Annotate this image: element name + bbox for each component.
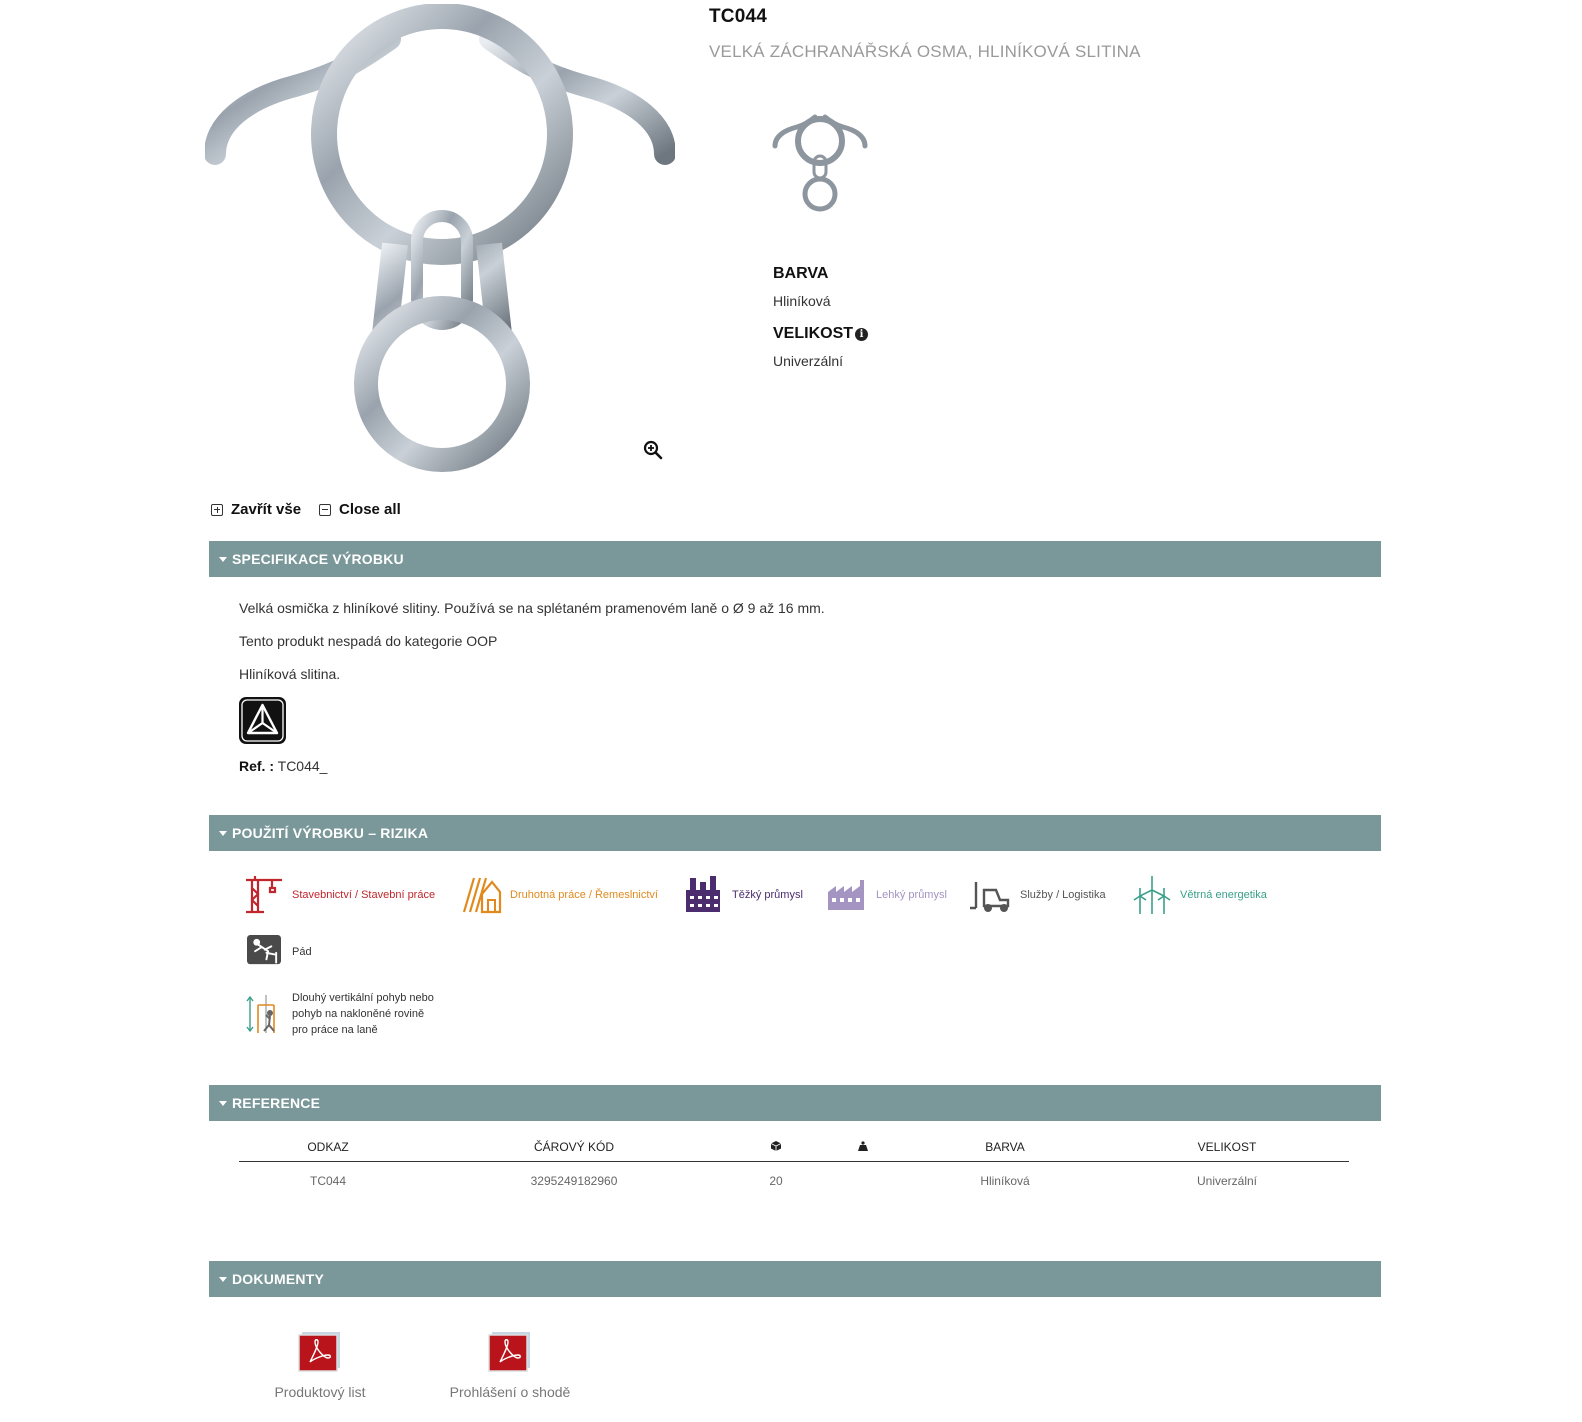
product-main-image[interactable] [205, 4, 675, 472]
col-header-color: BARVA [905, 1133, 1105, 1162]
product-code: TC044 [709, 6, 768, 27]
section-reference-header[interactable] [209, 1085, 1381, 1121]
sector-logistics [970, 874, 1106, 916]
weight-icon [857, 1140, 869, 1152]
aluminium-material-icon [239, 697, 286, 744]
sector-construction [242, 874, 435, 916]
ref-value: TC044_ [277, 758, 328, 774]
section-spec-title: SPECIFIKACE VÝROBKU [232, 551, 404, 567]
caret-down-icon [219, 1277, 227, 1282]
reference-table [239, 1133, 1349, 1200]
fall-icon [244, 935, 284, 969]
ref-line [239, 758, 327, 774]
ref-label: Ref. : [239, 758, 274, 774]
risk-fall [244, 935, 312, 969]
section-usage-header[interactable] [209, 815, 1381, 851]
sector-label: Těžký průmysl [732, 889, 803, 901]
col-header-ref: ODKAZ [239, 1133, 417, 1162]
document-label[interactable]: Prohlášení o shodě [449, 1384, 571, 1400]
size-label: VELIKOST [773, 325, 854, 342]
wind-turbine-icon [1130, 874, 1172, 916]
sector-wind-energy [1130, 874, 1267, 916]
sector-light-industry [826, 874, 947, 916]
caret-down-icon [219, 1101, 227, 1106]
table-row [239, 1162, 1349, 1201]
collapse-icon[interactable] [319, 504, 331, 516]
caret-down-icon [219, 557, 227, 562]
document-label[interactable]: Produktový list [274, 1384, 366, 1400]
sector-label: Služby / Logistika [1020, 889, 1106, 901]
cell-package: 20 [769, 1174, 783, 1188]
sector-heavy-industry [682, 874, 803, 916]
section-documents-title: DOKUMENTY [232, 1271, 325, 1287]
spec-line-1: Velká osmička z hliníkové slitiny. Používá se na splétaném pramenovém laně o Ø 9 až 16 mm. [239, 600, 825, 616]
rope-access-icon [242, 993, 284, 1035]
color-label: BARVA [773, 265, 829, 282]
pdf-icon [488, 1332, 532, 1372]
cell-size: Univerzální [1196, 1174, 1258, 1188]
spec-line-3: Hliníková slitina. [239, 666, 341, 682]
product-thumbnail[interactable] [771, 114, 869, 214]
risk-label: Dlouhý vertikální pohyb nebo pohyb na nakloněné rovině pro práce na laně [292, 992, 434, 1036]
toggle-row [211, 501, 401, 518]
risk-rope-access [242, 990, 442, 1038]
section-usage-title: POUŽITÍ VÝROBKU – RIZIKA [232, 825, 429, 841]
crane-icon [242, 874, 284, 916]
caret-down-icon [219, 831, 227, 836]
cell-weight [821, 1162, 905, 1201]
sector-craft [460, 874, 658, 916]
sector-label: Stavebnictví / Stavební práce [292, 889, 436, 901]
col-header-size: VELIKOST [1105, 1133, 1349, 1162]
document-product-sheet[interactable] [270, 1332, 370, 1400]
zoom-icon[interactable] [643, 440, 663, 460]
light-industry-icon [826, 874, 868, 916]
forklift-icon [970, 874, 1012, 916]
sector-label: Větrná energetika [1180, 889, 1267, 901]
package-icon [770, 1140, 782, 1152]
cell-barcode: 3295249182960 [530, 1174, 618, 1188]
expand-all-button[interactable]: Zavřít vše [231, 501, 302, 518]
close-all-button[interactable]: Close all [339, 501, 401, 518]
col-header-package [731, 1133, 821, 1162]
pdf-icon [298, 1332, 342, 1372]
col-header-weight [821, 1133, 905, 1162]
product-subtitle: VELKÁ ZÁCHRANÁŘSKÁ OSMA, HLINÍKOVÁ SLITINA [709, 42, 1141, 61]
document-declaration[interactable] [445, 1332, 575, 1400]
table-header-row [239, 1133, 1349, 1162]
house-icon [460, 874, 502, 916]
heavy-industry-icon [682, 874, 724, 916]
cell-ref: TC044 [309, 1174, 347, 1188]
section-documents-header[interactable] [209, 1261, 1381, 1297]
size-label-row [773, 325, 868, 343]
section-spec-header[interactable] [209, 541, 1381, 577]
expand-icon[interactable] [211, 504, 223, 516]
sector-label: Druhotná práce / Řemeslnictví [510, 889, 658, 901]
sector-label: Lehký průmysl [876, 889, 947, 901]
color-value: Hliníková [773, 293, 831, 309]
cell-color: Hliníková [980, 1174, 1030, 1188]
risk-label: Pád [292, 946, 312, 958]
section-reference-title: REFERENCE [232, 1095, 321, 1111]
info-icon[interactable]: i [855, 328, 868, 341]
col-header-barcode: ČÁROVÝ KÓD [417, 1133, 731, 1162]
spec-line-2: Tento produkt nespadá do kategorie OOP [239, 633, 498, 649]
size-value: Univerzální [773, 353, 844, 369]
